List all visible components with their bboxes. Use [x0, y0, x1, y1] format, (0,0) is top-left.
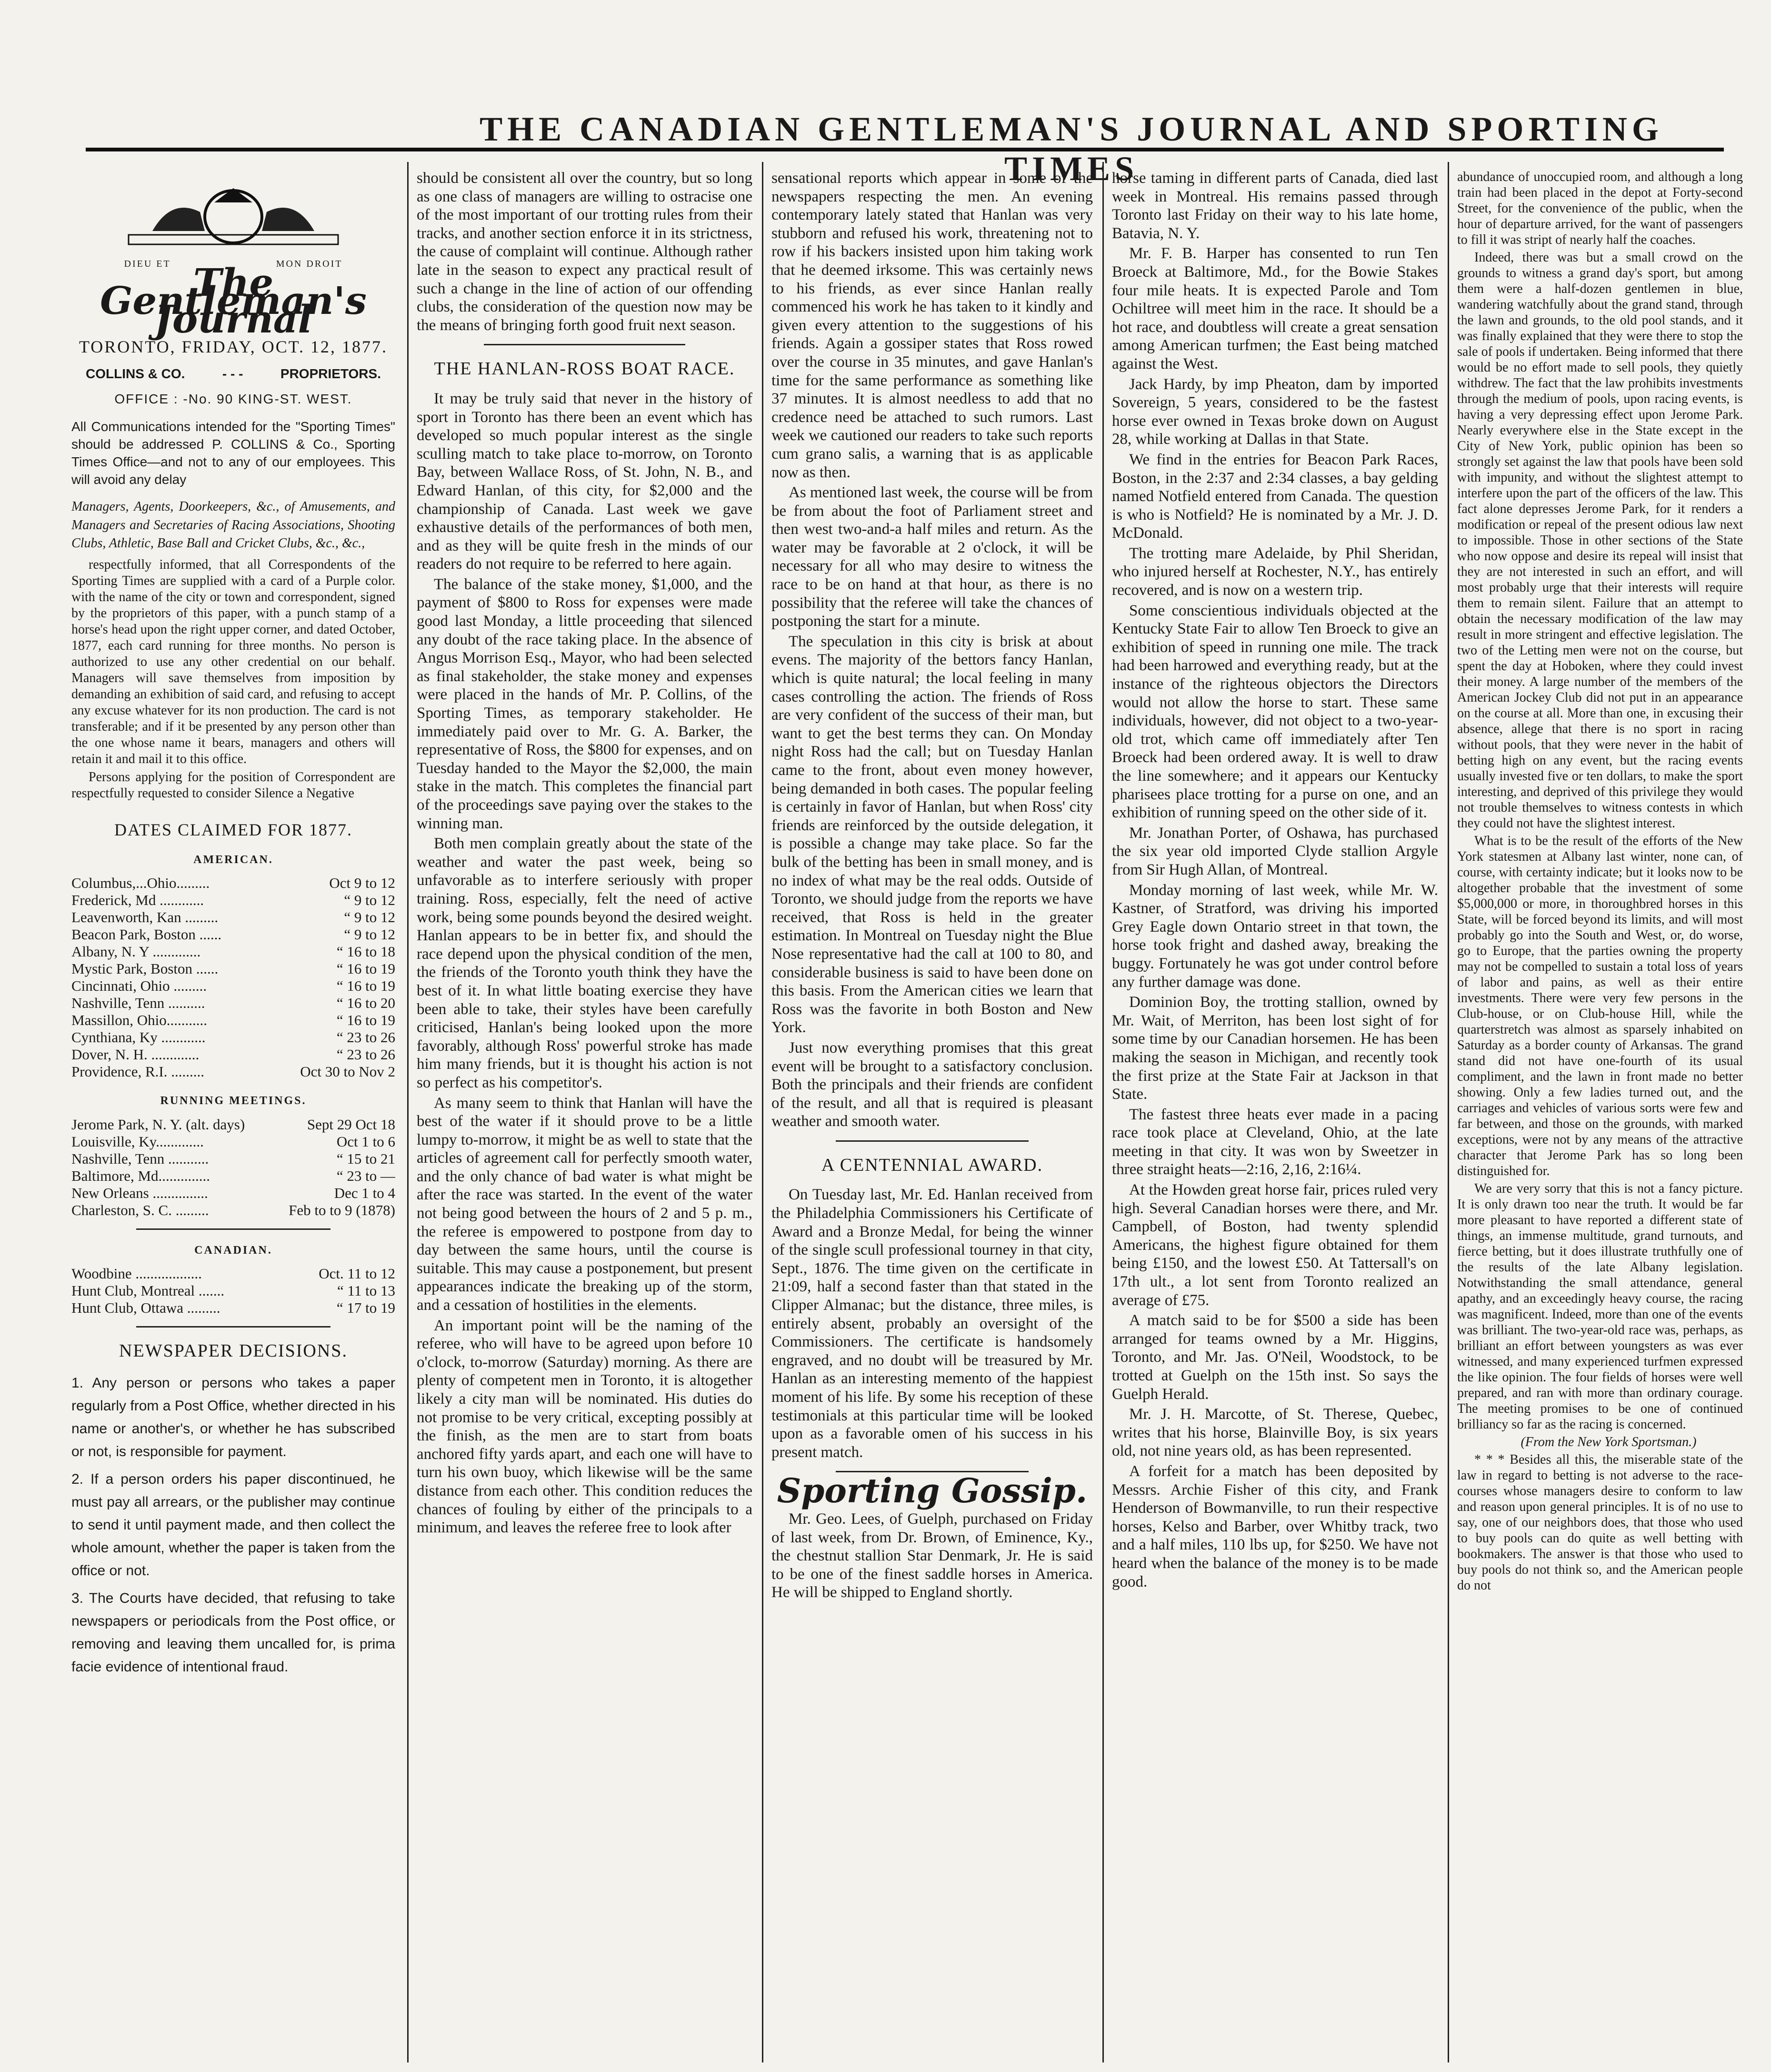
separator [836, 1140, 1029, 1142]
column-4 [1112, 169, 1438, 2055]
date-range: “ 16 to 19 [336, 1012, 395, 1029]
running-dates [71, 1116, 395, 1219]
date-venue: Dover, N. H. ............. [71, 1046, 200, 1063]
crest-motto-left: DIEU ET [124, 259, 171, 269]
column-1 [71, 169, 395, 2055]
article-text: should be consistent all over the country, but so long as one class of managers are willing to ostracise one of the most important of our trotting rules from their tracks, and another section enforce it in its strictness, the cause of complaint will continue. Although rather late in the season to expect any practical result of such a change in the line of action of our offending clubs, the consideration of the question now may be the means of bringing forth good fruit next season. [417, 170, 752, 334]
date-venue: Frederick, Md ............ [71, 892, 204, 909]
article-text: Mr. Jonathan Porter, of Oshawa, has purchased the six year old imported Clyde stallion Argyle from Sir Hugh Allan, of Montreal. [1112, 824, 1438, 878]
date-range: Oct 9 to 12 [329, 875, 395, 892]
date-row [71, 1046, 395, 1063]
article-text: At the Howden great horse fair, prices ruled very high. Several Canadian horses were there, and Mr. Campbell, of Boston, had twenty splendid Americans, the highest figure obtained for them being £150, and the lowest £50. At Tattersall's on 17th ult., a lot sent from Toronto realized an average of £75. [1112, 1181, 1438, 1309]
date-venue: Nashville, Tenn ........... [71, 1150, 209, 1167]
american-dates [71, 875, 395, 1080]
date-venue: Woodbine .................. [71, 1265, 202, 1282]
article-text: Monday morning of last week, while Mr. W. Kastner, of Stratford, was driving his imported Grey Eagle down Ontario street in that town, the horse took fright and dashed away, breaking the buggy. Fortunately he was got under control before any further damage was done. [1112, 881, 1438, 991]
date-range: “ 16 to 19 [336, 977, 395, 995]
article-text: As many seem to think that Hanlan will have the best of the water if it should prove to be a little lumpy to-morrow, it might be as well to state that the articles of agreement call for perfectly smooth water, and the only chance of bad water is what might be after the race was started. In the event of the water not being good between the hours of 2 and 5 p. m., the referee is empowered to postpone from day to day between the same hours, until the course is suitable. This may cause a postponement, but present appearances indicate the breaking up of the storm, and a cessation of hostilities in the elements. [417, 1094, 752, 1314]
sporting-gossip-heading: Sporting Gossip. [777, 1471, 1088, 1511]
date-venue: Charleston, S. C. ......... [71, 1201, 209, 1218]
proprietors-dashes: - - - [222, 366, 243, 381]
date-row [71, 1299, 395, 1317]
date-row [71, 926, 395, 943]
date-range: Feb to to 9 (1878) [289, 1201, 395, 1218]
separator [136, 1326, 330, 1328]
date-venue: Cynthiana, Ky ............ [71, 1029, 206, 1046]
column-rule [762, 162, 763, 2062]
communications-notice: All Communications intended for the "Sporting Times" should be addressed P. COLLINS & Co., Sporting Times Office—and not to any of our employees. This will avoid any delay [71, 419, 395, 487]
date-venue: Baltimore, Md.............. [71, 1167, 210, 1184]
date-range: “ 17 to 19 [336, 1299, 395, 1317]
article-text: The balance of the stake money, $1,000, and the payment of $800 to Ross for expenses were made good last Monday, a little proceeding that silenced any doubt of the race taking place. In the absence of Angus Morrison Esq., Mayor, who had been selected as final stakeholder, the stake money and expenses were placed in the hands of Mr. P. Collins, of the Sporting Times, as temporary stakeholder. He immediately paid over to Mr. G. A. Barker, the representative of Ross, the $800 for expenses, and on Tuesday handed to the Mayor the $2,000, the main stake in the match. This completes the financial part of the proceedings save paying over the stakes to the winning man. [417, 575, 752, 832]
article-text: On Tuesday last, Mr. Ed. Hanlan received from the Philadelphia Commissioners his Certificate of Award and a Bronze Medal, for being the winner of the single scull professional tourney in that city, Sept., 1876. The time given on the certificate in 21:09, half a second faster than that stated in the Clipper Almanac; but the distance, three miles, is entirely absent, probably an oversight of the Commissioners. The certificate is handsomely engraved, and no doubt will be treasured by Mr. Hanlan as an interesting memento of the happiest moment of his life. By some his reception of these testimonials at this particular time will be looked upon as a favorable omen of his success in his present match. [771, 1186, 1093, 1461]
column-3 [771, 169, 1093, 2055]
date-range: “ 9 to 12 [344, 892, 395, 909]
date-row [71, 909, 395, 926]
article-text: A match said to be for $500 a side has been arranged for teams owned by a Mr. Higgins, Toronto, and Mr. Jas. O'Neil, Woodstock, to be trotted at Guelph on the 15th inst. So says the Guelph Herald. [1112, 1312, 1438, 1403]
managers-notice: Managers, Agents, Doorkeepers, &c., of Amusements, and Managers and Secretaries of Racing Associations, Shooting Clubs, Athletic, Base Ball and Cricket Clubs, &c., &c., [71, 499, 395, 551]
date-row [71, 1133, 395, 1150]
date-row [71, 1185, 395, 1202]
date-range: “ 11 to 13 [337, 1282, 395, 1299]
date-venue: Mystic Park, Boston ...... [71, 960, 219, 977]
date-row [71, 943, 395, 960]
masthead-rule [86, 148, 1724, 151]
article-text: Dominion Boy, the trotting stallion, owned by Mr. Wait, of Merriton, has been lost sight of for some time by our Canadian horsemen. He has been making the season in Michigan, and recently took the first prize at the State Fair at Jackson in that State. [1112, 994, 1438, 1103]
article-text: It may be truly said that never in the history of sport in Toronto has there been an event which has developed so much popular interest as the single sculling match to take place to-morrow, on Toronto Bay, between Wallace Ross, of St. John, N. B., and Edward Hanlan, of this city, for $2,000 and the championship of Canada. Last week we gave exhaustive details of the performances of both men, and as they will be quite fresh in the minds of our readers do not require to be referred to here again. [417, 390, 752, 573]
date-row [71, 1063, 395, 1080]
article-text: As mentioned last week, the course will be from be from about the foot of Parliament street and then west two-and-a half miles and return. As the water may be favorable at 2 o'clock, it will be necessary for all who may desire to witness the race to be on hand at that hour, as there is no possibility that the referee will take the chances of postponing the start for a minute. [771, 484, 1093, 630]
date-venue: Jerome Park, N. Y. (alt. days) [71, 1116, 245, 1133]
separator [484, 344, 685, 345]
date-row [71, 1265, 395, 1282]
date-row [71, 960, 395, 977]
article-text: The trotting mare Adelaide, by Phil Sheridan, who injured herself at Rochester, N.Y., has entirely recovered, and is now on a western trip. [1112, 544, 1438, 599]
proprietors-name: COLLINS & CO. [86, 366, 185, 381]
date-range: “ 9 to 12 [344, 909, 395, 926]
date-range: Oct 1 to 6 [336, 1133, 395, 1150]
article-text: Indeed, there was but a small crowd on the grounds to witness a grand day's sport, but among them were a half-dozen gentlemen in blue, wandering watchfully about the grand stand, through the lawn and grounds, to the old pool stands, and it was finally explained that they were there to stop the sale of pools if undertaken. Being informed that there would be no effort made to sell pools, they quietly withdrew. The fact that the law prohibits investments through the medium of pools, upon racing events, is having a very depressing effect upon Jerome Park. Nearly everywhere else in the State except in the City of New York, public opinion has been so strongly set against the law that pools have been sold with impunity, and without the slightest attempt to interfere upon the part of the officers of the law. This fact alone depresses Jerome Park, for it renders a modification or repeal of the present odious law next to impossible. Those in other sections of the State who now oppose and desire its repeal will insist that they are not interested in such an effort, and will most probably urge that their interests will require them to remain silent. Failure that an attempt to obtain the necessary modification of the law may result in more stringent and effective legislation. The two of the Letting men were not on the course, but spent the day at Hoboken, where they could invest their money. A large number of the members of the American Jockey Club did not put in an appearance on the course at all. More than one, in excusing their absence, allege that there is no sport in racing without pools, that they were never in the habit of betting high on any event, but the racing events usually invested five or ten dollars, to make the sport interesting, and deprived of this privilege they would not trouble themselves to witness contests in which they could not have the slightest interest. [1457, 250, 1743, 831]
article-text: * * * Besides all this, the miserable state of the law in regard to betting is not adverse to the race-courses whose managers desire to conform to law and reason upon general principles. It is of no use to say, one of our neighbors does, that those who used to buy pools can do quite as well betting with bookmakers. The answer is that those who used to buy pools do not think so, and the American people do not [1457, 1452, 1743, 1593]
date-range: “ 9 to 12 [344, 926, 395, 943]
date-venue: Louisville, Ky............. [71, 1133, 204, 1150]
date-venue: Leavenworth, Kan ......... [71, 909, 219, 926]
article-text: What is to be the result of the efforts of the New York statesmen at Albany last winter, none can, of course, with certainty indicate; but it looks now to be altogether probable that the investment of some $5,000,000 or more, in thoroughbred horses in this State, will be forced beyond its limits, and will most probably go into the South and West, or, do worse, go to Europe, that the parties owning the property may not be compelled to sustain a total loss of years of labor and pains, as well as their entire investments. There were very few persons in the Club-house, or on Club-house Hill, while the quarterstretch was almost as sparsely inhabited on Saturday as a border county of Arkansas. The grand stand did not have one-fourth of its usual compliment, and the lawn in front made no better showing. Only a few ladies turned out, and the carriages and vehicles of various sorts were few and far between, and those on the grounds, with marked exceptions, were not by any means of the attractive character that Jerome Park has so long been distinguished for. [1457, 834, 1743, 1178]
article-text: abundance of unoccupied room, and although a long train had been placed in the depot at Forty-second Street, for the convenience of the public, when the hour of departure arrived, for the want of passengers to fill it was stript of nearly half the coaches. [1457, 170, 1743, 247]
separator [136, 1228, 330, 1230]
article-text: Just now everything promises that this great event will be brought to a satisfactory conclusion. Both the principals and their friends are confident of the result, and all that is required is pleasant weather and smooth water. [771, 1039, 1093, 1130]
date-venue: Hunt Club, Montreal ....... [71, 1282, 225, 1299]
article-text: Mr. Geo. Lees, of Guelph, purchased on Friday of last week, from Dr. Brown, of Eminence, Ky., the chestnut stallion Star Denmark, Jr. He is said to be one of the finest saddle horses in America. He will be shipped to England shortly. [771, 1510, 1093, 1601]
article-text: Mr. F. B. Harper has consented to run Ten Broeck at Baltimore, Md., for the Bowie Stakes four mile heats. It is expected Parole and Tom Ochiltree will meet him in the race. It should be a hot race, and doubtless will create a great sensation among American turfmen; the East being matched against the West. [1112, 245, 1438, 372]
date-row [71, 1150, 395, 1167]
date-row [71, 1029, 395, 1046]
date-range: “ 15 to 21 [336, 1150, 395, 1167]
running-label: RUNNING MEETINGS. [160, 1095, 307, 1107]
date-venue: Providence, R.I. ......... [71, 1063, 204, 1080]
date-row [71, 1282, 395, 1299]
column-2 [417, 169, 752, 2055]
dateline: TORONTO, FRIDAY, OCT. 12, 1877. [79, 337, 388, 357]
date-row [71, 977, 395, 995]
date-range: Dec 1 to 4 [334, 1184, 395, 1201]
decision-item: 2. If a person orders his paper discontinued, he must pay all arrears, or the publisher may continue to send it until payment made, and then collect the whole amount, whether the paper is taken from the office or not. [71, 1471, 395, 1579]
article-text: A forfeit for a match has been deposited by Messrs. Archie Fisher of this city, and Frank Henderson of Bowmanville, to run their respective horses, Kelso and Barber, over Whitby track, two and a half miles, 110 lbs up, for $250. We have not heard when the balance of the money is to be made good. [1112, 1462, 1438, 1590]
article-text: We find in the entries for Beacon Park Races, Boston, in the 2:37 and 2:34 classes, a bay gelding named Notfield entered from Canada. The question is who is Notfield? He is nominated by a Mr. J. D. McDonald. [1112, 451, 1438, 542]
date-range: “ 23 to — [336, 1167, 395, 1184]
royal-crest-icon [100, 179, 367, 250]
article-text: Some conscientious individuals objected at the Kentucky State Fair to allow Ten Broeck to give an exhibition of speed in running one mile. The track had been harrowed and everything ready, but at the instance of the righteous objectors the Directors would not allow the horse to start. These same individuals, however, did not object to a two-year-old trot, which came off immediately after Ten Broeck had been ordered away. It is well to draw the line somewhere; and it appears our Kentucky pharisees place trotting for a purse on one, and an exhibition of running speed on the other side of it. [1112, 602, 1438, 822]
masthead: THE CANADIAN GENTLEMAN'S JOURNAL AND SPORTING TIMES [480, 110, 1663, 188]
date-range: “ 16 to 19 [336, 960, 395, 977]
date-venue: Hunt Club, Ottawa ......... [71, 1299, 220, 1317]
american-label: AMERICAN. [193, 853, 273, 866]
column-rule [407, 162, 409, 2062]
date-row [71, 1167, 395, 1185]
date-range: “ 16 to 20 [336, 995, 395, 1012]
date-venue: Massillon, Ohio........... [71, 1012, 208, 1029]
date-range: Oct. 11 to 12 [319, 1265, 395, 1282]
date-range: “ 23 to 26 [336, 1046, 395, 1063]
proprietors-line [86, 365, 381, 383]
date-range: “ 16 to 18 [336, 943, 395, 960]
office-address: OFFICE : -No. 90 KING-ST. WEST. [114, 391, 352, 406]
article-heading: THE HANLAN-ROSS BOAT RACE. [434, 359, 735, 379]
article-text: We are very sorry that this is not a fancy picture. It is only drawn too near the truth. It would be far more pleasant to have reported a different state of things, an immense multitude, grand turnouts, and fierce betting, but it does illustrate truthfully one of the results of the late Albany legislation. Notwithstanding the small attendance, general apathy, and an exceedingly heavy course, the racing was magnificent. Indeed, more than one of the events was brilliant. The two-year-old race was, perhaps, as brilliant an effort between youngsters as was ever witnessed, and many experienced turfmen expressed the like opinion. The four fields of horses were well prepared, and ran with more than ordinary courage. The meeting promises to be one of continued brilliancy so far as the racing is concerned. [1457, 1181, 1743, 1432]
proprietors-label: PROPRIETORS. [280, 366, 381, 381]
date-row [71, 892, 395, 909]
date-row [71, 995, 395, 1012]
article-text: sensational reports which appear in some of the newspapers respecting the men. An evening contemporary lately stated that Hanlan was very stubborn and refused his work, threatening not to row if his backers insisted upon him taking work that he deemed irksome. This was certainly news to his friends, as ever since Hanlan really commenced his work he has taken to it kindly and given every attention to the suggestions of his friends. Again a gossiper states that Ross rowed over the course in 35 minutes, and gave Hanlan's time for the same performance as something like 37 minutes. It is almost needless to add that no credence need be attached to such rumors. Last week we cautioned our readers to take such reports cum grano salis, a warning that is as applicable now as then. [771, 170, 1093, 481]
date-range: “ 23 to 26 [336, 1029, 395, 1046]
article-text: An important point will be the naming of the referee, who will have to be agreed upon before 10 o'clock, to-morrow (Saturday) morning. As there are plenty of competent men in Toronto, it is altogether likely a city man will be nominated. His duties do not promise to be very critical, excepting possibly at the finish, as the men are to start from boats anchored fifty yards apart, and each one will have to turn his own buoy, which likewise will be the same distance from each other. This condition reduces the chances of fouling by either of the principals to a minimum, and leaves the referee free to look after [417, 1317, 752, 1537]
article-text: The speculation in this city is brisk at about evens. The majority of the bettors fancy Hanlan, which is quite natural; the local feeling in many cases controlling the action. The friends of Ross are very confident of the success of their man, but want to get the best terms they can. On Monday night Ross had the call; but on Tuesday Hanlan came to the front, about even money however, being demanded in both cases. The popular feeling is certainly in favor of Hanlan, but when Ross' city friends are reinforced by the outside delegation, it is possible a change may take place. So far the bulk of the betting has been in small money, and is no index of what may be the real odds. Outside of Toronto, we should judge from the reports we have received, that Ross is held in the greater estimation. In Montreal on Tuesday night the Blue Nose representative had the call at 100 to 80, and considerable business is said to have been done on this basis. From the American cities we learn that Ross was the favorite in both Boston and New York. [771, 633, 1093, 1036]
date-venue: Albany, N. Y ............. [71, 943, 201, 960]
column-rule [1448, 162, 1449, 2062]
newspaper-decisions-title: NEWSPAPER DECISIONS. [119, 1341, 348, 1361]
date-venue: Columbus,...Ohio......... [71, 875, 210, 892]
crest-motto-right: MON DROIT [276, 259, 343, 269]
date-venue: Nashville, Tenn .......... [71, 995, 205, 1012]
canadian-label: CANADIAN. [194, 1244, 272, 1257]
dates-claimed-title: DATES CLAIMED FOR 1877. [114, 820, 353, 839]
date-venue: Beacon Park, Boston ...... [71, 926, 222, 943]
column-5 [1457, 169, 1743, 2055]
decision-item: 3. The Courts have decided, that refusing to take newspapers or periodicals from the Post office, or removing and leaving them uncalled for, is prima facie evidence of intentional fraud. [71, 1590, 395, 1675]
article-text: Mr. J. H. Marcotte, of St. Therese, Quebec, writes that his horse, Blainville Boy, is six years old, not nine years old, as has been represented. [1112, 1406, 1438, 1460]
date-venue: Cincinnati, Ohio ......... [71, 977, 207, 995]
date-range: Oct 30 to Nov 2 [300, 1063, 395, 1080]
article-heading: A CENTENNIAL AWARD. [821, 1155, 1043, 1175]
correspondents-notice: respectfully informed, that all Correspondents of the Sporting Times are supplied with a card of a Purple color. with the name of the city or town and correspondent, signed by the proprietors of this paper, with a punch stamp of a horse's head upon the right upper corner, and dated October, 1877, each card running for three months. No person is authorized to use any other credential on our behalf. Managers will save themselves from imposition by demanding an exhibition of said card, and refusing to accept any excuse whatever for its non production. The card is not transferable; and if it be presented by any person other than the one whose name it bears, managers and others will retain it and mail it to this office. [71, 557, 395, 766]
canadian-dates [71, 1265, 395, 1317]
article-text: The fastest three heats ever made in a pacing race took place at Cleveland, Ohio, at the late meeting in that city. It was won by Sweetzer in three straight heats—2:16, 2,16, 2:16¼. [1112, 1106, 1438, 1178]
paper-title: The Gentleman's Journal [100, 260, 367, 342]
article-text: horse taming in different parts of Canada, died last week in Montreal. His remains passed through Toronto last Friday on their way to his late home, Batavia, N. Y. [1112, 170, 1438, 242]
column-rule [1102, 162, 1104, 2062]
date-row [71, 1116, 395, 1133]
date-venue: New Orleans ............... [71, 1184, 208, 1201]
source-credit: (From the New York Sportsman.) [1521, 1435, 1697, 1449]
article-text: Jack Hardy, by imp Pheaton, dam by imported Sovereign, 5 years, considered to be the fastest horse ever owned in Texas broke down on August 28, while working at Dallas in that State. [1112, 375, 1438, 448]
date-row [71, 1202, 395, 1219]
persons-notice: Persons applying for the position of Correspondent are respectfully requested to consider Silence a Negative [71, 769, 395, 801]
date-row [71, 1012, 395, 1029]
date-range: Sept 29 Oct 18 [307, 1116, 395, 1133]
article-text: Both men complain greatly about the state of the weather and water the past week, being so unfavorable as to interfere seriously with proper training. Ross, especially, felt the need of active work, being some pounds beyond the desired weight. Hanlan appears to be in better fix, and should the race depend upon the physical condition of the men, the friends of the Toronto youth think they have the best of it. In what little boating exercise they have been able to take, their styles have been carefully criticised, Hanlan's being looked upon the more favorably, although Ross' powerful stroke has made him many friends, but it is thought his action is not so perfect as his competitor's. [417, 835, 752, 1091]
decision-item: 1. Any person or persons who takes a paper regularly from a Post Office, whether directed in his name or another's, or whether he has subscribed or not, is responsible for payment. [71, 1375, 395, 1459]
date-row [71, 875, 395, 892]
